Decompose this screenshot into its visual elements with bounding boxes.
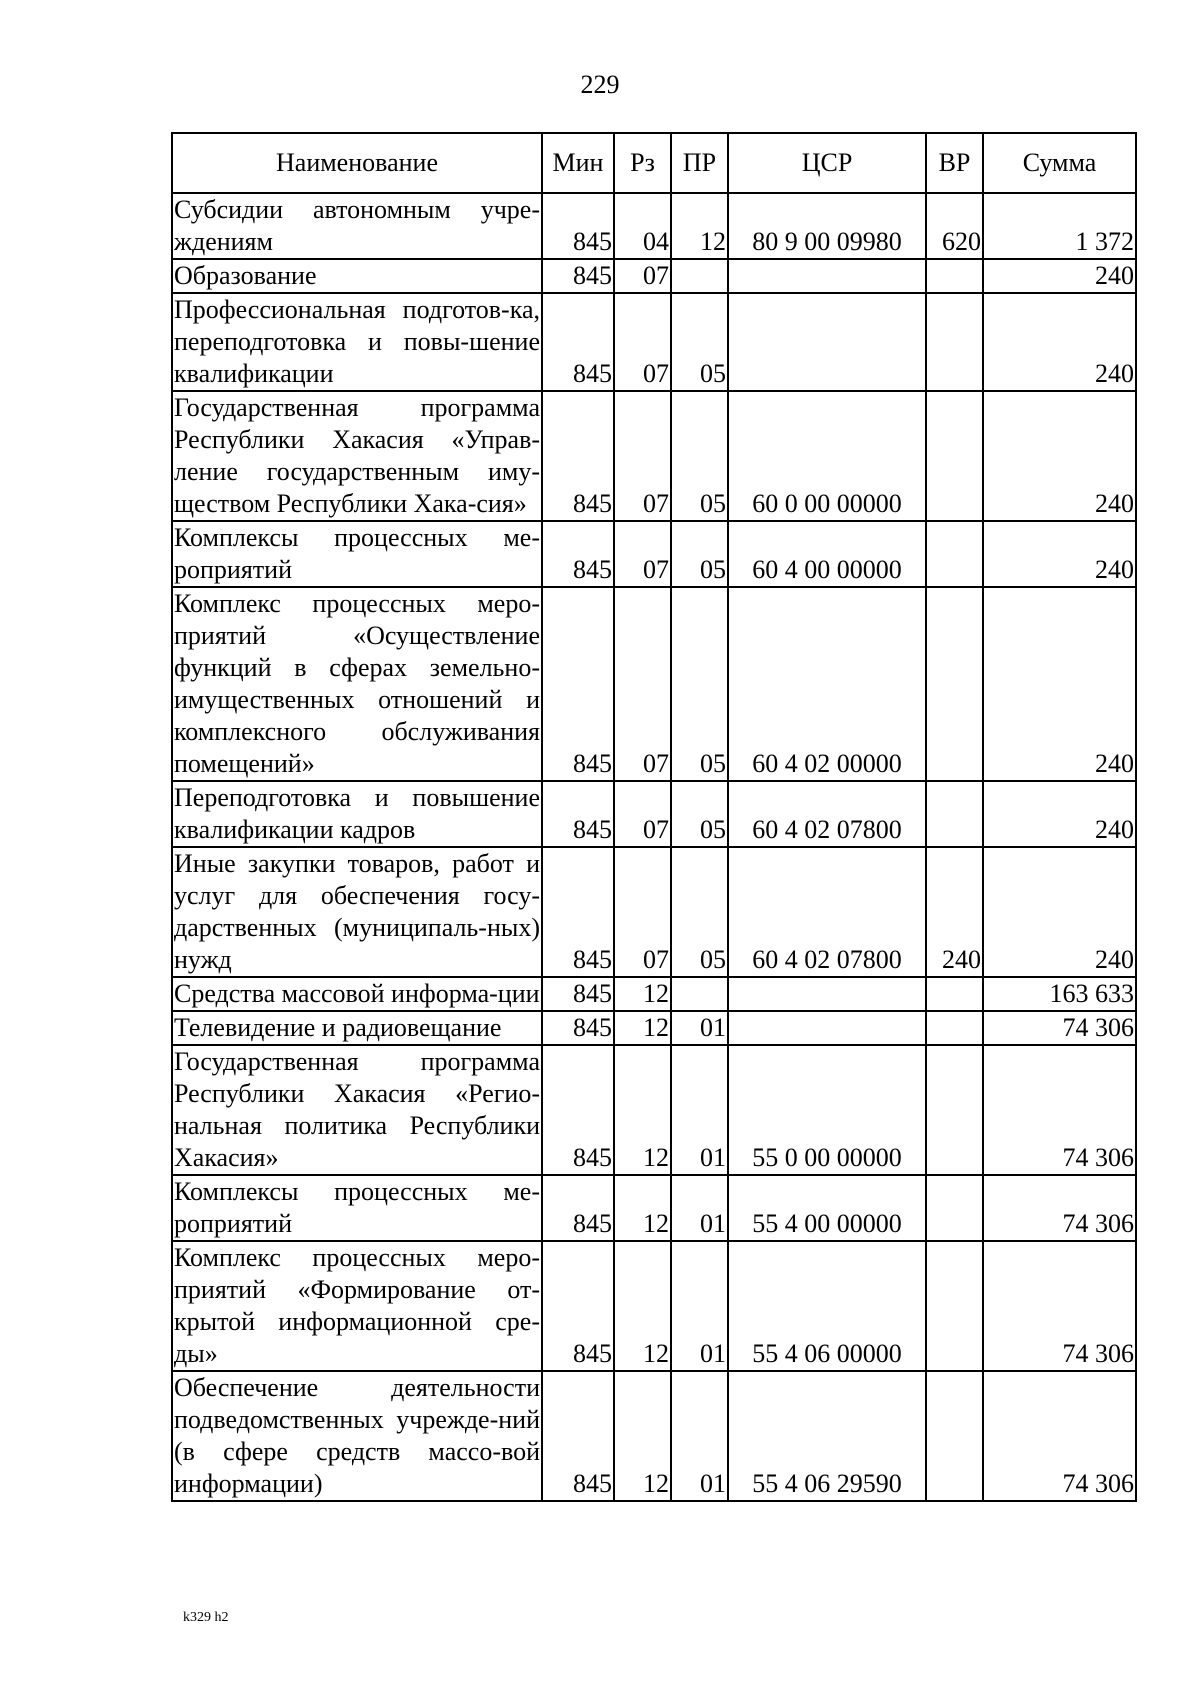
- cell-pr: [671, 977, 728, 1011]
- table-row: [172, 1175, 1136, 1241]
- table-row: [172, 587, 1136, 781]
- cell-rz: 07: [614, 781, 671, 847]
- cell-min: 845: [542, 521, 614, 587]
- cell-csr: [728, 293, 926, 391]
- cell-min: 845: [542, 1175, 614, 1241]
- page-number: 229: [580, 70, 620, 99]
- cell-vr: [926, 1045, 983, 1175]
- column-header-sum: Сумма: [983, 133, 1136, 193]
- table-header-row: [172, 133, 1136, 193]
- cell-min: 845: [542, 293, 614, 391]
- cell-csr: 60 4 00 00000: [728, 521, 926, 587]
- cell-min: 845: [542, 587, 614, 781]
- table-row: [172, 977, 1136, 1011]
- cell-csr: 80 9 00 09980: [728, 193, 926, 259]
- cell-rz: 12: [614, 1175, 671, 1241]
- cell-vr: [926, 1011, 983, 1045]
- cell-pr: 01: [671, 1175, 728, 1241]
- table-row: [172, 521, 1136, 587]
- column-header-min: Мин: [542, 133, 614, 193]
- column-header-vr: ВР: [926, 133, 983, 193]
- cell-sum: 240: [983, 847, 1136, 977]
- cell-pr: 05: [671, 847, 728, 977]
- cell-pr: 01: [671, 1045, 728, 1175]
- cell-csr: [728, 259, 926, 293]
- cell-csr: 60 4 02 07800: [728, 847, 926, 977]
- cell-sum: 240: [983, 587, 1136, 781]
- cell-min: 845: [542, 1045, 614, 1175]
- cell-csr: 60 4 02 07800: [728, 781, 926, 847]
- cell-vr: [926, 259, 983, 293]
- cell-rz: 07: [614, 521, 671, 587]
- cell-rz: 04: [614, 193, 671, 259]
- cell-name: Комплексы процессных ме-роприятий: [172, 521, 542, 587]
- cell-sum: 240: [983, 293, 1136, 391]
- cell-sum: 74 306: [983, 1371, 1136, 1501]
- cell-csr: [728, 977, 926, 1011]
- cell-min: 845: [542, 193, 614, 259]
- cell-min: 845: [542, 1371, 614, 1501]
- cell-csr: 55 0 00 00000: [728, 1045, 926, 1175]
- table-row: [172, 1371, 1136, 1501]
- cell-sum: 240: [983, 391, 1136, 521]
- cell-csr: 55 4 06 00000: [728, 1241, 926, 1371]
- cell-rz: 12: [614, 1371, 671, 1501]
- column-header-name: Наименование: [172, 133, 542, 193]
- cell-rz: 07: [614, 391, 671, 521]
- table-row: [172, 847, 1136, 977]
- column-header-pr: ПР: [671, 133, 728, 193]
- cell-vr: [926, 391, 983, 521]
- cell-name: Комплекс процессных меро-приятий «Формирование от-крытой информационной сре-ды»: [172, 1241, 542, 1371]
- cell-name: Субсидии автономным учре-ждениям: [172, 193, 542, 259]
- cell-name: Средства массовой информа-ции: [172, 977, 542, 1011]
- cell-sum: 1 372: [983, 193, 1136, 259]
- cell-sum: 74 306: [983, 1011, 1136, 1045]
- cell-rz: 12: [614, 1045, 671, 1175]
- cell-min: 845: [542, 977, 614, 1011]
- cell-sum: 240: [983, 259, 1136, 293]
- cell-vr: [926, 521, 983, 587]
- cell-name: Телевидение и радиовещание: [172, 1011, 542, 1045]
- cell-rz: 07: [614, 259, 671, 293]
- cell-vr: [926, 293, 983, 391]
- footer-code: k329 h2: [183, 1610, 229, 1625]
- cell-sum: 163 633: [983, 977, 1136, 1011]
- table-row: [172, 259, 1136, 293]
- cell-name: Комплекс процессных меро-приятий «Осуществление функций в сферах земельно-имущественных отношений и комплексного обслуживания помещений»: [172, 587, 542, 781]
- cell-pr: 05: [671, 781, 728, 847]
- table-row: [172, 781, 1136, 847]
- cell-min: 845: [542, 847, 614, 977]
- cell-rz: 07: [614, 587, 671, 781]
- cell-vr: [926, 1371, 983, 1501]
- table-row: [172, 293, 1136, 391]
- cell-pr: 01: [671, 1371, 728, 1501]
- cell-csr: 55 4 00 00000: [728, 1175, 926, 1241]
- cell-rz: 12: [614, 977, 671, 1011]
- cell-name: Профессиональная подготов-ка, переподготовка и повы-шение квалификации: [172, 293, 542, 391]
- cell-csr: 60 0 00 00000: [728, 391, 926, 521]
- cell-sum: 74 306: [983, 1241, 1136, 1371]
- table-row: [172, 1011, 1136, 1045]
- cell-name: Комплексы процессных ме-роприятий: [172, 1175, 542, 1241]
- cell-pr: 01: [671, 1011, 728, 1045]
- cell-csr: 55 4 06 29590: [728, 1371, 926, 1501]
- cell-name: Образование: [172, 259, 542, 293]
- cell-vr: [926, 1175, 983, 1241]
- cell-pr: 12: [671, 193, 728, 259]
- cell-rz: 07: [614, 847, 671, 977]
- cell-name: Обеспечение деятельности подведомственных учрежде-ний (в сфере средств массо-вой информации): [172, 1371, 542, 1501]
- cell-name: Государственная программа Республики Хакасия «Управ-ление государственным иму-ществом Республики Хака-сия»: [172, 391, 542, 521]
- cell-vr: [926, 587, 983, 781]
- cell-min: 845: [542, 259, 614, 293]
- cell-min: 845: [542, 391, 614, 521]
- table-row: [172, 391, 1136, 521]
- cell-sum: 240: [983, 521, 1136, 587]
- cell-min: 845: [542, 1241, 614, 1371]
- budget-table: [171, 132, 1137, 1502]
- cell-rz: 12: [614, 1241, 671, 1371]
- table-row: [172, 1241, 1136, 1371]
- cell-rz: 07: [614, 293, 671, 391]
- cell-pr: 05: [671, 521, 728, 587]
- cell-min: 845: [542, 1011, 614, 1045]
- cell-pr: 05: [671, 293, 728, 391]
- column-header-rz: Рз: [614, 133, 671, 193]
- cell-sum: 74 306: [983, 1045, 1136, 1175]
- cell-name: Переподготовка и повышение квалификации кадров: [172, 781, 542, 847]
- cell-min: 845: [542, 781, 614, 847]
- cell-pr: 05: [671, 391, 728, 521]
- cell-vr: [926, 977, 983, 1011]
- cell-name: Иные закупки товаров, работ и услуг для обеспечения госу-дарственных (муниципаль-ных) нужд: [172, 847, 542, 977]
- cell-sum: 74 306: [983, 1175, 1136, 1241]
- cell-vr: 240: [926, 847, 983, 977]
- cell-vr: 620: [926, 193, 983, 259]
- cell-pr: [671, 259, 728, 293]
- table-row: [172, 193, 1136, 259]
- cell-sum: 240: [983, 781, 1136, 847]
- cell-pr: 01: [671, 1241, 728, 1371]
- cell-name: Государственная программа Республики Хакасия «Регио-нальная политика Республики Хакасия»: [172, 1045, 542, 1175]
- cell-pr: 05: [671, 587, 728, 781]
- cell-vr: [926, 781, 983, 847]
- cell-csr: [728, 1011, 926, 1045]
- cell-csr: 60 4 02 00000: [728, 587, 926, 781]
- cell-rz: 12: [614, 1011, 671, 1045]
- cell-vr: [926, 1241, 983, 1371]
- column-header-csr: ЦСР: [728, 133, 926, 193]
- table-row: [172, 1045, 1136, 1175]
